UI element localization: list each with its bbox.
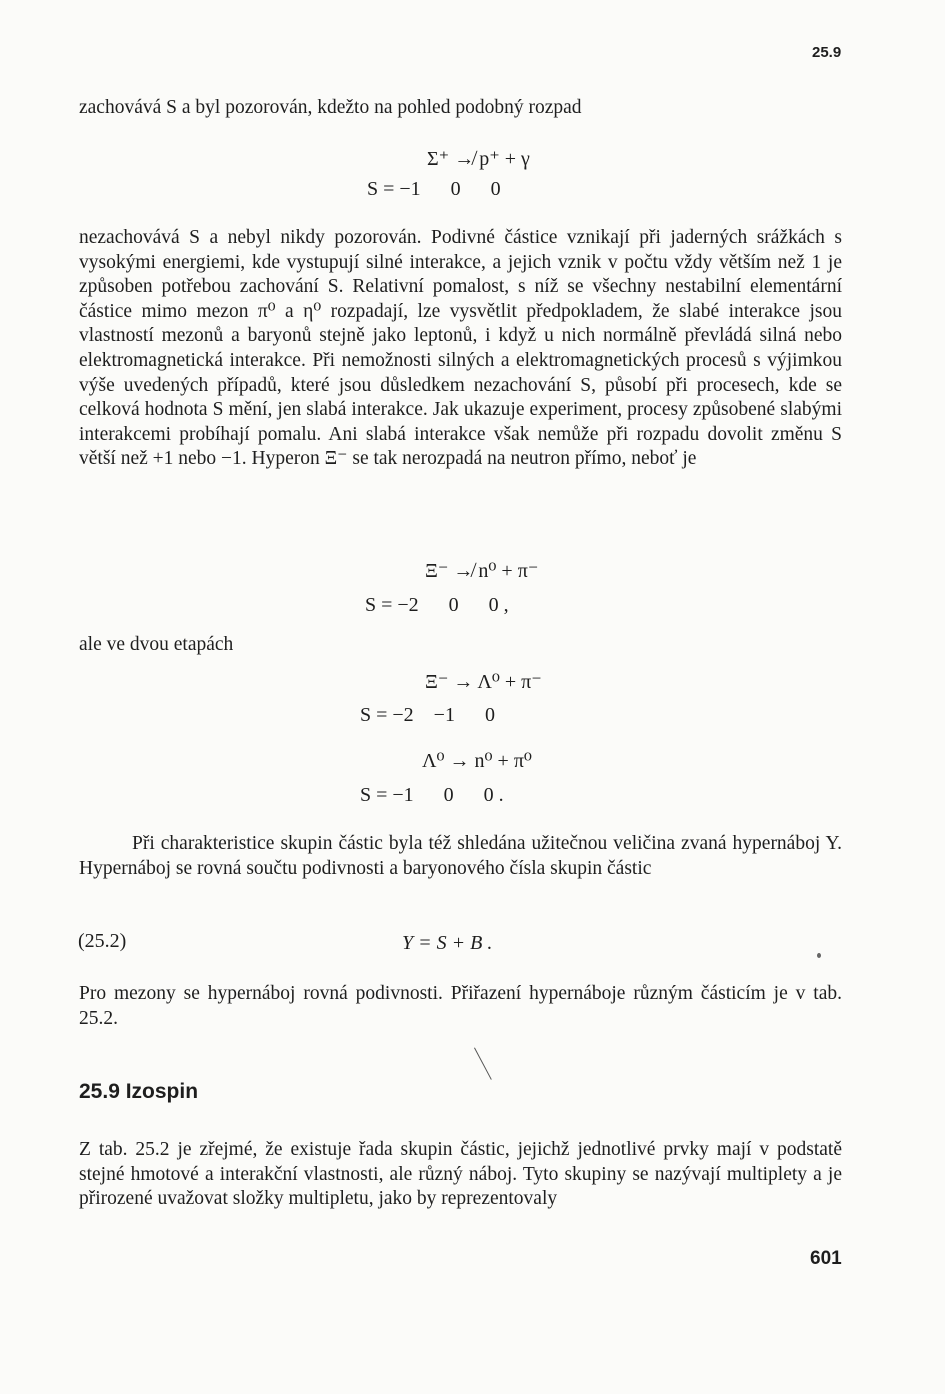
page-number: 601 [810,1248,842,1269]
ink-dot [817,953,821,958]
equation-sigma-reaction: Σ⁺ ↛ p⁺ + γ [427,148,530,170]
paragraph-1: zachovává S a byl pozorován, kdežto na pohled podobný rozpad [79,97,582,118]
equation-xi-direct-strangeness: S = −2 0 0 , [365,594,509,616]
paragraph-4: Při charakteristice skupin částic byla též shledána užitečnou veličina zvaná hypernáboj Y. Hypernáboj se rovná součtu podivnosti a baryonového čísla skupin částic [79,833,842,879]
equation-xi-direct-reaction: Ξ⁻ ↛ n⁰ + π⁻ [425,560,539,582]
section-heading: 25.9 Izospin [79,1080,199,1103]
equation-lambda-strangeness: S = −1 0 0 . [360,784,504,806]
equation-xi-step1-reaction: Ξ⁻ → Λ⁰ + π⁻ [425,671,542,693]
paragraph-2: nezachovává S a nebyl nikdy pozorován. Podivné částice vznikají při jaderných srážkách s vysokými energiemi, kde vystupují silné interakce, a jejich vznik v počtu vždy větším než 1 je způsoben potřebou zachování S. Relativní pomalost, s níž se všechny nestabilní elementární částice mimo mezon π⁰ a η⁰ rozpadají, lze vysvětlit předpokladem, že slabé interakce jsou vlastností mezonů a baryonů stejně jako leptonů, i když u nich normálně převládá silná nebo elektromagnetická interakce. Při nemožnosti silných a elektromagnetických procesů s výjimkou výše uvedených případů, které jsou důsledkem nezachování S, působí při procesech, kde se celková hodnota S mění, jen slabá interakce. Jak ukazuje experiment, procesy způsobené slabými interakcemi probíhají pomalu. Ani slabá interakce však nemůže při rozpadu dovolit změnu S větší než +1 nebo −1. Hyperon Ξ⁻ se tak nerozpadá na neutron přímo, neboť je [79,227,842,470]
equation-sigma-strangeness: S = −1 0 0 [367,178,501,200]
paragraph-3: ale ve dvou etapách [79,634,234,655]
paragraph-6: Z tab. 25.2 je zřejmé, že existuje řada skupin částic, jejichž jednotlivé prvky mají v podstatě stejné hmotové a interakční vlastnosti, ale různý náboj. Tyto skupiny se nazývají multiplety a je přirozené uvažovat složky multipletu, jako by reprezentovaly [79,1139,842,1210]
equation-lambda-reaction: Λ⁰ → n⁰ + π⁰ [422,750,532,772]
equation-number: (25.2) [78,930,127,952]
equation-hypercharge: Y = S + B . [402,932,493,954]
paragraph-5: Pro mezony se hypernáboj rovná podivnosti. Přiřazení hypernáboje různým částicím je v tab. 25.2. [79,983,842,1029]
equation-xi-step1-strangeness: S = −2 −1 0 [360,704,495,726]
pencil-stroke [474,1048,492,1080]
running-head: 25.9 [812,44,842,61]
